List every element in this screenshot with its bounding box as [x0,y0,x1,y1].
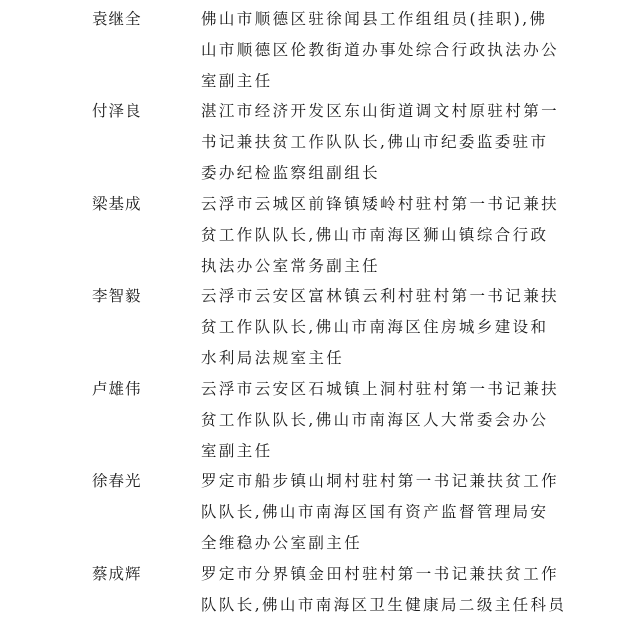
description-line: 书记兼扶贫工作队队长,佛山市纪委监委驻市 [201,133,549,151]
description-line: 罗定市船步镇山垌村驻村第一书记兼扶贫工作 [201,472,560,490]
person-name: 李智毅 [92,287,142,305]
description-line: 室副主任 [201,442,273,460]
person-name: 蔡成辉 [92,565,142,583]
description-line: 室副主任 [201,72,273,90]
person-description [201,281,561,374]
description-line: 山市顺德区伦教街道办事处综合行政执法办公 [201,41,560,59]
person-name: 付泽良 [92,102,142,120]
person-name: 卢雄伟 [92,380,142,398]
description-line: 全维稳办公室副主任 [201,534,363,552]
description-line: 贫工作队队长,佛山市南海区人大常委会办公 [201,411,549,429]
person-name: 袁继全 [92,10,142,28]
person-description [201,189,561,282]
description-line: 队队长,佛山市南海区国有资产监督管理局安 [201,503,549,521]
description-line: 云浮市云城区前锋镇矮岭村驻村第一书记兼扶 [201,195,560,213]
person-name: 梁基成 [92,195,142,213]
description-line: 云浮市云安区富林镇云利村驻村第一书记兼扶 [201,287,560,305]
person-description [201,374,561,467]
description-line: 贫工作队队长,佛山市南海区狮山镇综合行政 [201,226,549,244]
description-line: 贫工作队队长,佛山市南海区住房城乡建设和 [201,318,549,336]
description-line: 水利局法规室主任 [201,349,345,367]
person-description [201,559,567,621]
description-line: 委办纪检监察组副组长 [201,164,381,182]
description-line: 佛山市顺德区驻徐闻县工作组组员(挂职),佛 [201,10,548,28]
description-line: 罗定市分界镇金田村驻村第一书记兼扶贫工作 [201,565,560,583]
description-line: 队队长,佛山市南海区卫生健康局二级主任科员 [201,596,567,614]
description-line: 湛江市经济开发区东山街道调文村原驻村第一 [201,102,560,120]
description-line: 执法办公室常务副主任 [201,257,381,275]
person-description [201,96,561,189]
person-name: 徐春光 [92,472,142,490]
person-description [201,466,561,559]
person-description [201,4,561,97]
description-line: 云浮市云安区石城镇上洞村驻村第一书记兼扶 [201,380,560,398]
